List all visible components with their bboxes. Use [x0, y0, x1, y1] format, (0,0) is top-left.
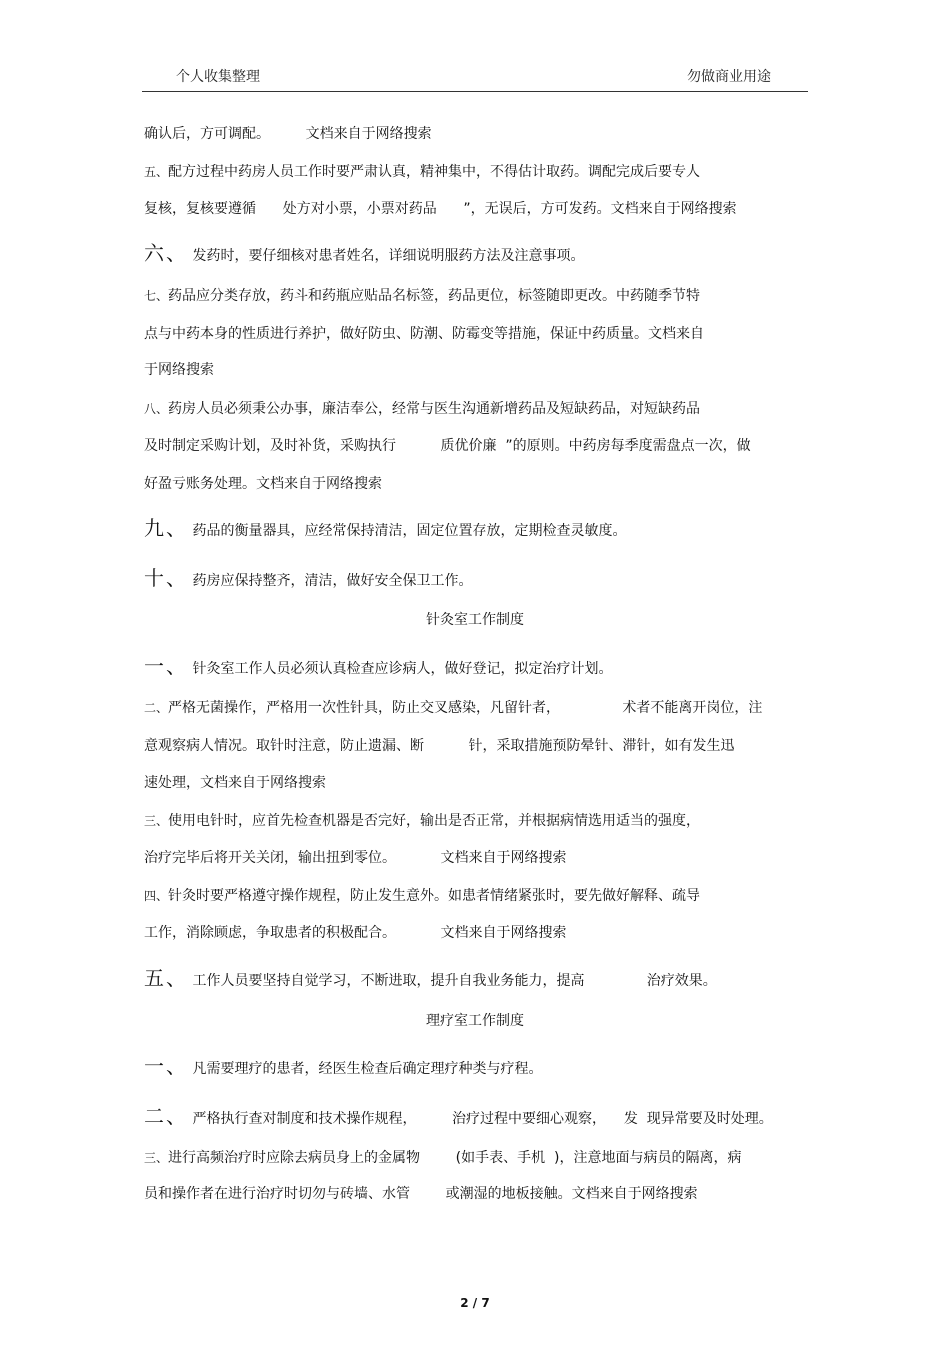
item-number: 十、 [144, 566, 188, 590]
list-item: 十、 药房应保持整齐，清洁，做好安全保卫工作。 [144, 566, 473, 590]
list-item: 一、 凡需要理疗的患者，经医生检查后确定理疗种类与疗程。 [144, 1054, 543, 1078]
item-number: 五、 [144, 966, 188, 990]
list-item: 三、进行高频治疗时应除去病员身上的金属物 (如手表、手机 )，注意地面与病员的隔离，病 [144, 1150, 742, 1166]
text-line: 好盈亏账务处理。文档来自于网络搜索 [144, 476, 382, 492]
list-item: 四、针灸时要严格遵守操作规程，防止发生意外。如患者情绪紧张时，要先做好解释、疏导 [144, 888, 701, 904]
list-item: 五、配方过程中药房人员工作时要严肃认真，精神集中，不得估计取药。调配完成后要专人 [144, 164, 701, 180]
text-line: 点与中药本身的性质进行养护，做好防虫、防潮、防霉变等措施，保证中药质量。文档来自 [144, 326, 704, 342]
item-number: 三、 [144, 814, 169, 828]
list-item: 二、严格无菌操作，严格用一次性针具，防止交叉感染，凡留针者， 术者不能离开岗位，注 [144, 700, 763, 716]
text-line: 确认后，方可调配。 文档来自于网络搜索 [144, 126, 432, 142]
header-right-text: 勿做商业用途 [687, 69, 771, 85]
list-item: 五、 工作人员要坚持自觉学习，不断进取，提升自我业务能力，提高 治疗效果。 [144, 966, 717, 990]
header-left-text: 个人收集整理 [176, 69, 260, 85]
list-item: 九、 药品的衡量器具，应经常保持清洁，固定位置存放，定期检查灵敏度。 [144, 516, 627, 540]
item-number: 九、 [144, 516, 188, 540]
item-number: 一、 [144, 654, 188, 678]
text-line: 速处理，文档来自于网络搜索 [144, 775, 326, 791]
text-line: 工作，消除顾虑，争取患者的积极配合。 文档来自于网络搜索 [144, 925, 567, 941]
item-number: 一、 [144, 1054, 188, 1078]
list-item: 六、 发药时，要仔细核对患者姓名，详细说明服药方法及注意事项。 [144, 241, 585, 265]
section-title: 针灸室工作制度 [426, 612, 524, 628]
text-line: 复核，复核要遵循 处方对小票，小票对药品 ”，无误后，方可发药。文档来自于网络搜索 [144, 201, 737, 217]
list-item: 三、使用电针时，应首先检查机器是否完好，输出是否正常，并根据病情选用适当的强度， [144, 813, 701, 829]
item-number: 二、 [144, 701, 169, 715]
item-number: 五、 [144, 165, 169, 179]
text-line: 意观察病人情况。取针时注意，防止遗漏、断 针，采取措施预防晕针、滞针，如有发生迅 [144, 738, 735, 754]
list-item: 一、 针灸室工作人员必须认真检查应诊病人，做好登记，拟定治疗计划。 [144, 654, 613, 678]
item-number: 六、 [144, 241, 188, 265]
list-item: 二、 严格执行查对制度和技术操作规程， 治疗过程中要细心观察， 发 现异常要及时处理。 [144, 1104, 773, 1128]
text-line: 员和操作者在进行治疗时切勿与砖墙、水管 或潮湿的地板接触。文档来自于网络搜索 [144, 1186, 698, 1202]
text-line: 于网络搜索 [144, 362, 214, 378]
header-divider [142, 91, 808, 92]
list-item: 八、药房人员必须秉公办事，廉洁奉公，经常与医生沟通新增药品及短缺药品，对短缺药品 [144, 401, 701, 417]
text-line: 及时制定采购计划，及时补货，采购执行 质优价廉 ”的原则。中药房每季度需盘点一次，做 [144, 438, 751, 454]
section-title: 理疗室工作制度 [426, 1013, 524, 1029]
page-number: 2 / 7 [460, 1296, 490, 1310]
item-number: 三、 [144, 1151, 169, 1165]
item-number: 八、 [144, 402, 169, 416]
item-number: 四、 [144, 889, 169, 903]
item-number: 二、 [144, 1104, 188, 1128]
list-item: 七、药品应分类存放，药斗和药瓶应贴品名标签，药品更位，标签随即更改。中药随季节特 [144, 288, 701, 304]
item-number: 七、 [144, 289, 169, 303]
text-line: 治疗完毕后将开关关闭，输出扭到零位。 文档来自于网络搜索 [144, 850, 567, 866]
